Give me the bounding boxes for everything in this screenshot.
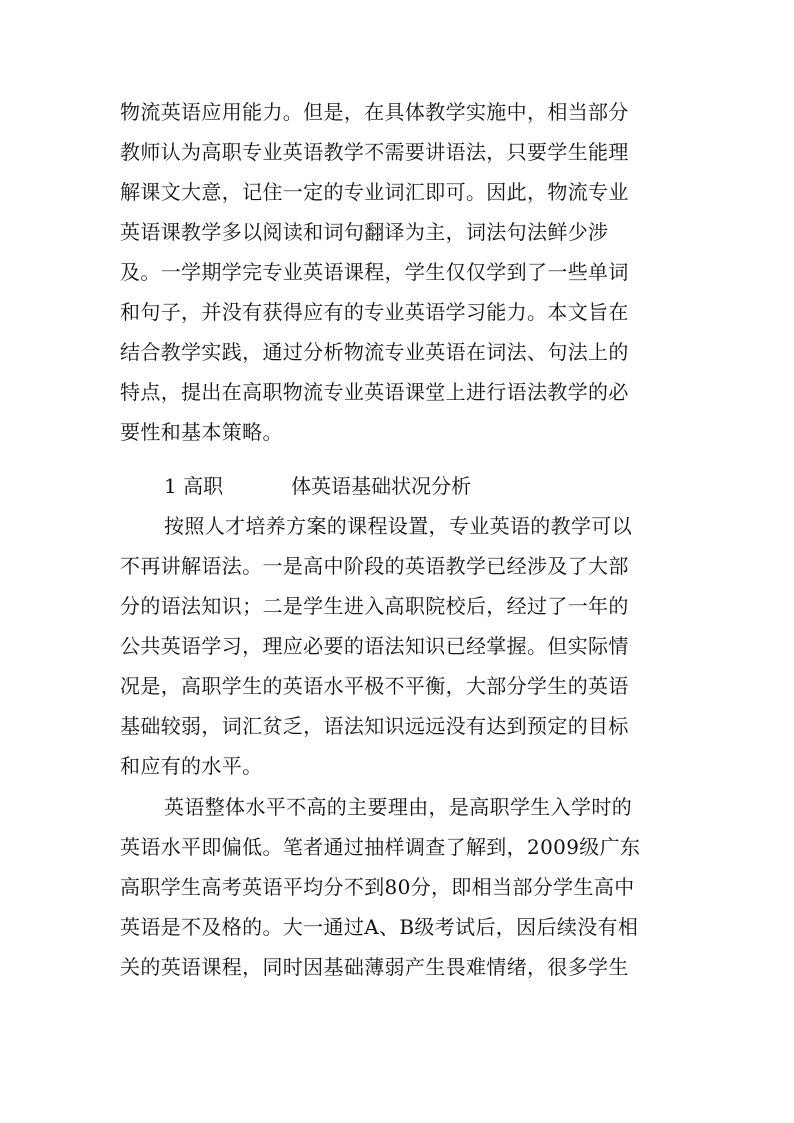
paragraph-line: 物流英语应用能力。但是，在具体教学实施中，相当部分 <box>120 100 629 124</box>
paragraph-line: 关的英语课程，同时因基础薄弱产生畏难情绪，很多学生 <box>120 955 629 979</box>
section-heading <box>164 466 471 506</box>
paragraph-intro <box>120 92 680 452</box>
paragraph-line: 结合教学实践，通过分析物流专业英语在词法、句法上的 <box>120 340 629 364</box>
paragraph-line: 和应有的水平。 <box>120 754 263 778</box>
section-heading-rest: 体英语基础状况分析 <box>291 474 472 498</box>
paragraph-line: 分的语法知识；二是学生进入高职院校后，经过了一年的 <box>120 594 629 618</box>
paragraph-line: 教师认为高职专业英语教学不需要讲语法，只要学生能理 <box>120 140 629 164</box>
paragraph-line: 要性和基本策略。 <box>120 420 283 444</box>
paragraph-line: 按照人才培养方案的课程设置，专业英语的教学可以 <box>164 514 633 538</box>
paragraph-line: 公共英语学习，理应必要的语法知识已经掌握。但实际情 <box>120 634 629 658</box>
paragraph-line: 解课文大意，记住一定的专业词汇即可。因此，物流专业 <box>120 180 629 204</box>
section-heading-number-title: 1 高职 <box>164 474 224 498</box>
paragraph-line: 高职学生高考英语平均分不到80分，即相当部分学生高中 <box>120 875 635 899</box>
paragraph-line: 英语课教学多以阅读和词句翻译为主，词法句法鲜少涉 <box>120 220 609 244</box>
paragraph-section-2 <box>120 787 680 987</box>
paragraph-line: 特点，提出在高职物流专业英语课堂上进行语法教学的必 <box>120 380 629 404</box>
paragraph-line: 英语是不及格的。大一通过A、B级考试后，因后续没有相 <box>120 915 639 939</box>
paragraph-line: 不再讲解语法。一是高中阶段的英语教学已经涉及了大部 <box>120 554 629 578</box>
paragraph-line: 及。一学期学完专业英语课程，学生仅仅学到了一些单词 <box>120 260 629 284</box>
paragraph-line: 和句子，并没有获得应有的专业英语学习能力。本文旨在 <box>120 300 629 324</box>
paragraph-line: 英语整体水平不高的主要理由，是高职学生入学时的 <box>164 795 633 819</box>
paragraph-line: 英语水平即偏低。笔者通过抽样调查了解到，2009级广东 <box>120 835 641 859</box>
paragraph-line: 况是，高职学生的英语水平极不平衡，大部分学生的英语 <box>120 674 629 698</box>
paragraph-section-1 <box>120 506 680 786</box>
paragraph-line: 基础较弱，词汇贫乏，语法知识远远没有达到预定的目标 <box>120 714 629 738</box>
